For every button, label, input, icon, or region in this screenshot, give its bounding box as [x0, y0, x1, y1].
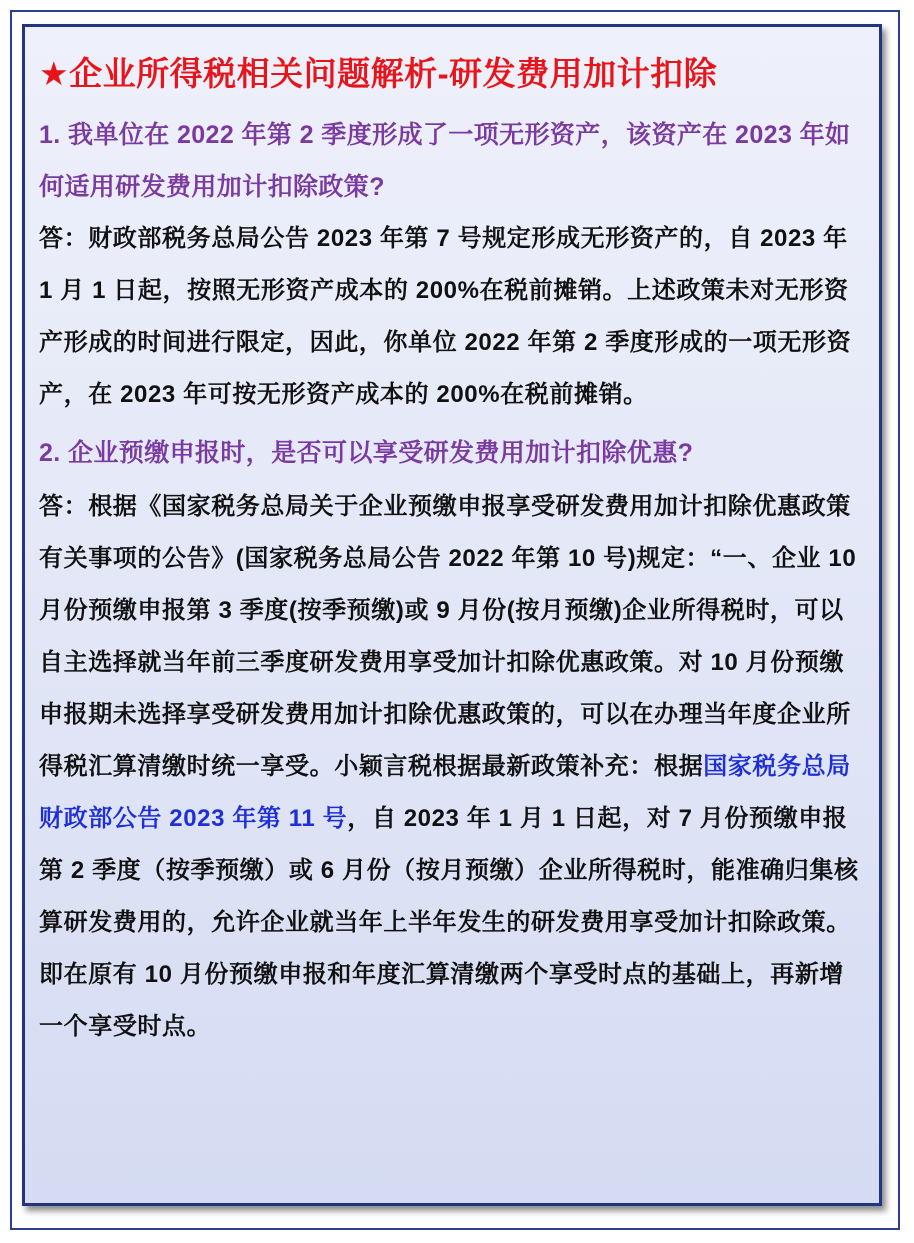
article-card — [22, 24, 882, 1206]
answer-2 — [39, 481, 865, 1053]
answer-2-text-part2: ，自 2023 年 1 月 1 日起，对 7 月份预缴申报第 2 季度（按季预缴）或 6 月份（按月预缴）企业所得税时，能准确归集核算研发费用的，允许企业就当年上半年发生的研发费用享受加计扣除政策。即在原有 10 月份预缴申报和年度汇算清缴两个享受时点的基础上，再新增一个享受时点。 — [39, 805, 859, 1040]
question-1: 1. 我单位在 2022 年第 2 季度形成了一项无形资产，该资产在 2023 年如何适用研发费用加计扣除政策? — [39, 121, 851, 201]
answer-2-text-part1: 答：根据《国家税务总局关于企业预缴申报享受研发费用加计扣除优惠政策有关事项的公告》(国家税务总局公告 2022 年第 10 号)规定：“一、企业 10 月份预缴申报第 3 季度(按季预缴)或 9 月份(按月预缴)企业所得税时，可以自主选择就当年前三季度研发费用享受加计扣除优惠政策。对 10 月份预缴申报期未选择享受研发费用加计扣除优惠政策的，可以在办理当年度企业所得税汇算清缴时统一享受。小颖言税根据最新政策补充：根据 — [39, 493, 857, 780]
article-title: ★企业所得税相关问题解析-研发费用加计扣除 — [39, 55, 718, 92]
question-2: 2. 企业预缴申报时，是否可以享受研发费用加计扣除优惠? — [39, 439, 694, 467]
policy-reference-link[interactable]: 国家税务总局 财政部公告 2023 年第 11 号 — [39, 753, 851, 832]
answer-1: 答：财政部税务总局公告 2023 年第 7 号规定形成无形资产的，自 2023 年 1 月 1 日起，按照无形资产成本的 200%在税前摊销。上述政策未对无形资产形成的时间进行限定，因此，你单位 2022 年第 2 季度形成的一项无形资产，在 2023 年可按无形资产成本的 200%在税前摊销。 — [39, 225, 852, 408]
